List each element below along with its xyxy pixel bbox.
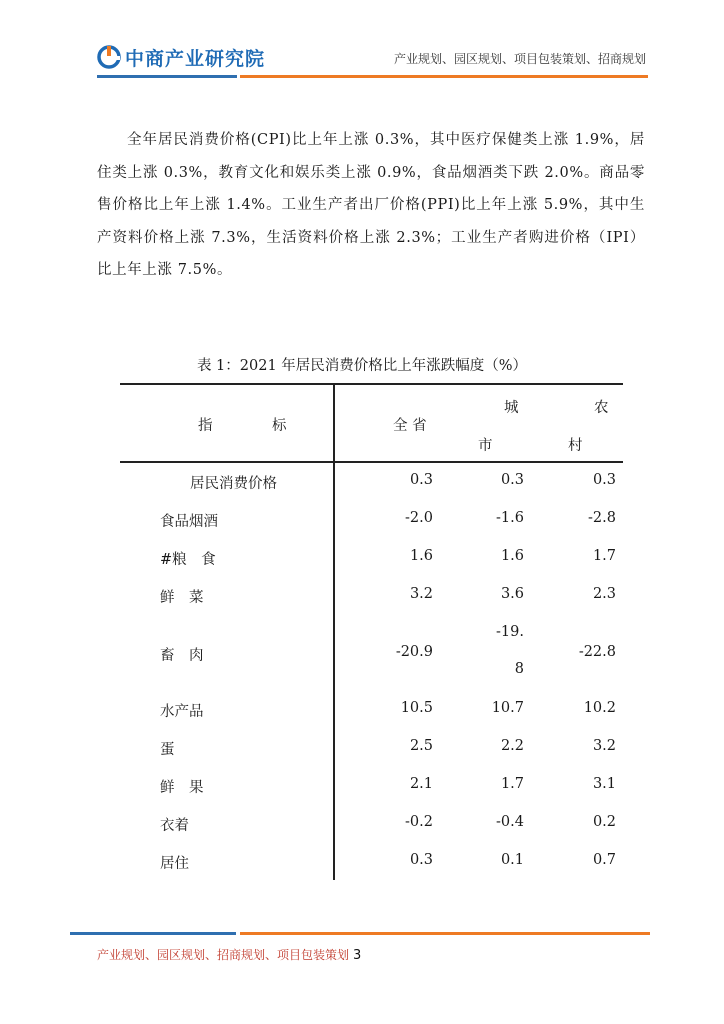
header-rural-top: 农 [594, 400, 609, 416]
header-province: 全 省 [393, 418, 427, 434]
row-label: 水产品 [160, 704, 204, 720]
cell-province: -2.0 [405, 510, 433, 526]
header-urban-top: 城 [504, 400, 519, 416]
row-label: 蛋 [160, 742, 175, 758]
cell-province: -20.9 [395, 644, 433, 660]
row-label: 衣着 [160, 818, 189, 834]
row-label: #粮 食 [160, 552, 216, 568]
header-indicator-1: 指 [198, 418, 213, 434]
cell-province: 1.6 [409, 548, 433, 564]
cell-rural: 0.7 [592, 852, 616, 868]
cell-urban: 1.7 [500, 776, 524, 792]
cell-urban: 1.6 [500, 548, 524, 564]
page-number: 3 [353, 948, 362, 963]
cell-rural: 3.1 [592, 776, 616, 792]
footer-divider-orange [240, 932, 650, 935]
cell-province: 2.1 [409, 776, 433, 792]
logo-text: 中商产业研究院 [125, 47, 266, 70]
cell-rural: 0.3 [592, 472, 616, 488]
cell-urban-line2: 8 [514, 661, 524, 677]
cell-urban: 0.1 [500, 852, 524, 868]
cell-rural: 3.2 [592, 738, 616, 754]
logo-icon [97, 45, 121, 69]
header-rural-bottom: 村 [568, 438, 583, 454]
cell-province: 0.3 [409, 852, 433, 868]
cell-rural: 0.2 [592, 814, 616, 830]
cell-urban: -1.6 [496, 510, 524, 526]
cell-rural: -22.8 [578, 644, 616, 660]
logo [97, 44, 265, 70]
footer-tagline: 产业规划、园区规划、招商规划、项目包装策划 [97, 948, 350, 962]
cell-rural: 2.3 [592, 586, 616, 602]
header-urban-bottom: 市 [478, 438, 493, 454]
table-title: 表 1：2021 年居民消费价格比上年涨跌幅度（%） [196, 358, 528, 374]
row-label: 居住 [160, 856, 189, 872]
header-divider-blue [97, 75, 237, 78]
table-column-divider [333, 383, 335, 880]
cell-rural: -2.8 [588, 510, 616, 526]
cell-province: 2.5 [409, 738, 433, 754]
row-label: 居民消费价格 [190, 476, 277, 492]
cell-rural: 1.7 [592, 548, 616, 564]
cell-province: 10.5 [400, 700, 433, 716]
table-top-rule [120, 383, 623, 385]
cell-urban: -0.4 [496, 814, 524, 830]
cell-urban: 10.7 [491, 700, 524, 716]
table-header-rule [120, 461, 623, 463]
cell-province: -0.2 [405, 814, 433, 830]
row-label: 畜 肉 [160, 648, 204, 664]
cell-province: 0.3 [409, 472, 433, 488]
cell-province: 3.2 [409, 586, 433, 602]
footer-divider-blue [70, 932, 236, 935]
cell-urban-line1: -19. [496, 624, 524, 640]
row-label: 鲜 果 [160, 780, 204, 796]
row-label: 鲜 菜 [160, 590, 204, 606]
cell-rural: 10.2 [583, 700, 616, 716]
header-tagline: 产业规划、园区规划、项目包装策划、招商规划 [393, 52, 646, 66]
header-divider-orange [240, 75, 648, 78]
footer [97, 946, 361, 963]
cell-urban: 0.3 [500, 472, 524, 488]
header-indicator-2: 标 [272, 418, 287, 434]
body-paragraph: 全年居民消费价格(CPI)比上年上涨 0.3%，其中医疗保健类上涨 1.9%，居住类上涨 0.3%，教育文化和娱乐类上涨 0.9%，食品烟酒类下跌 2.0%。商品零售价格比上年上涨 1.4%。工业生产者出厂价格(PPI)比上年上涨 5.9%，其中生产资料价格上涨 7.3%，生活资料价格上涨 2.3%；工业生产者购进价格（IPI）比上年上涨 7.5%。 [97, 132, 645, 278]
cell-urban: 2.2 [500, 738, 524, 754]
row-label: 食品烟酒 [160, 514, 218, 530]
cell-urban: 3.6 [500, 586, 524, 602]
